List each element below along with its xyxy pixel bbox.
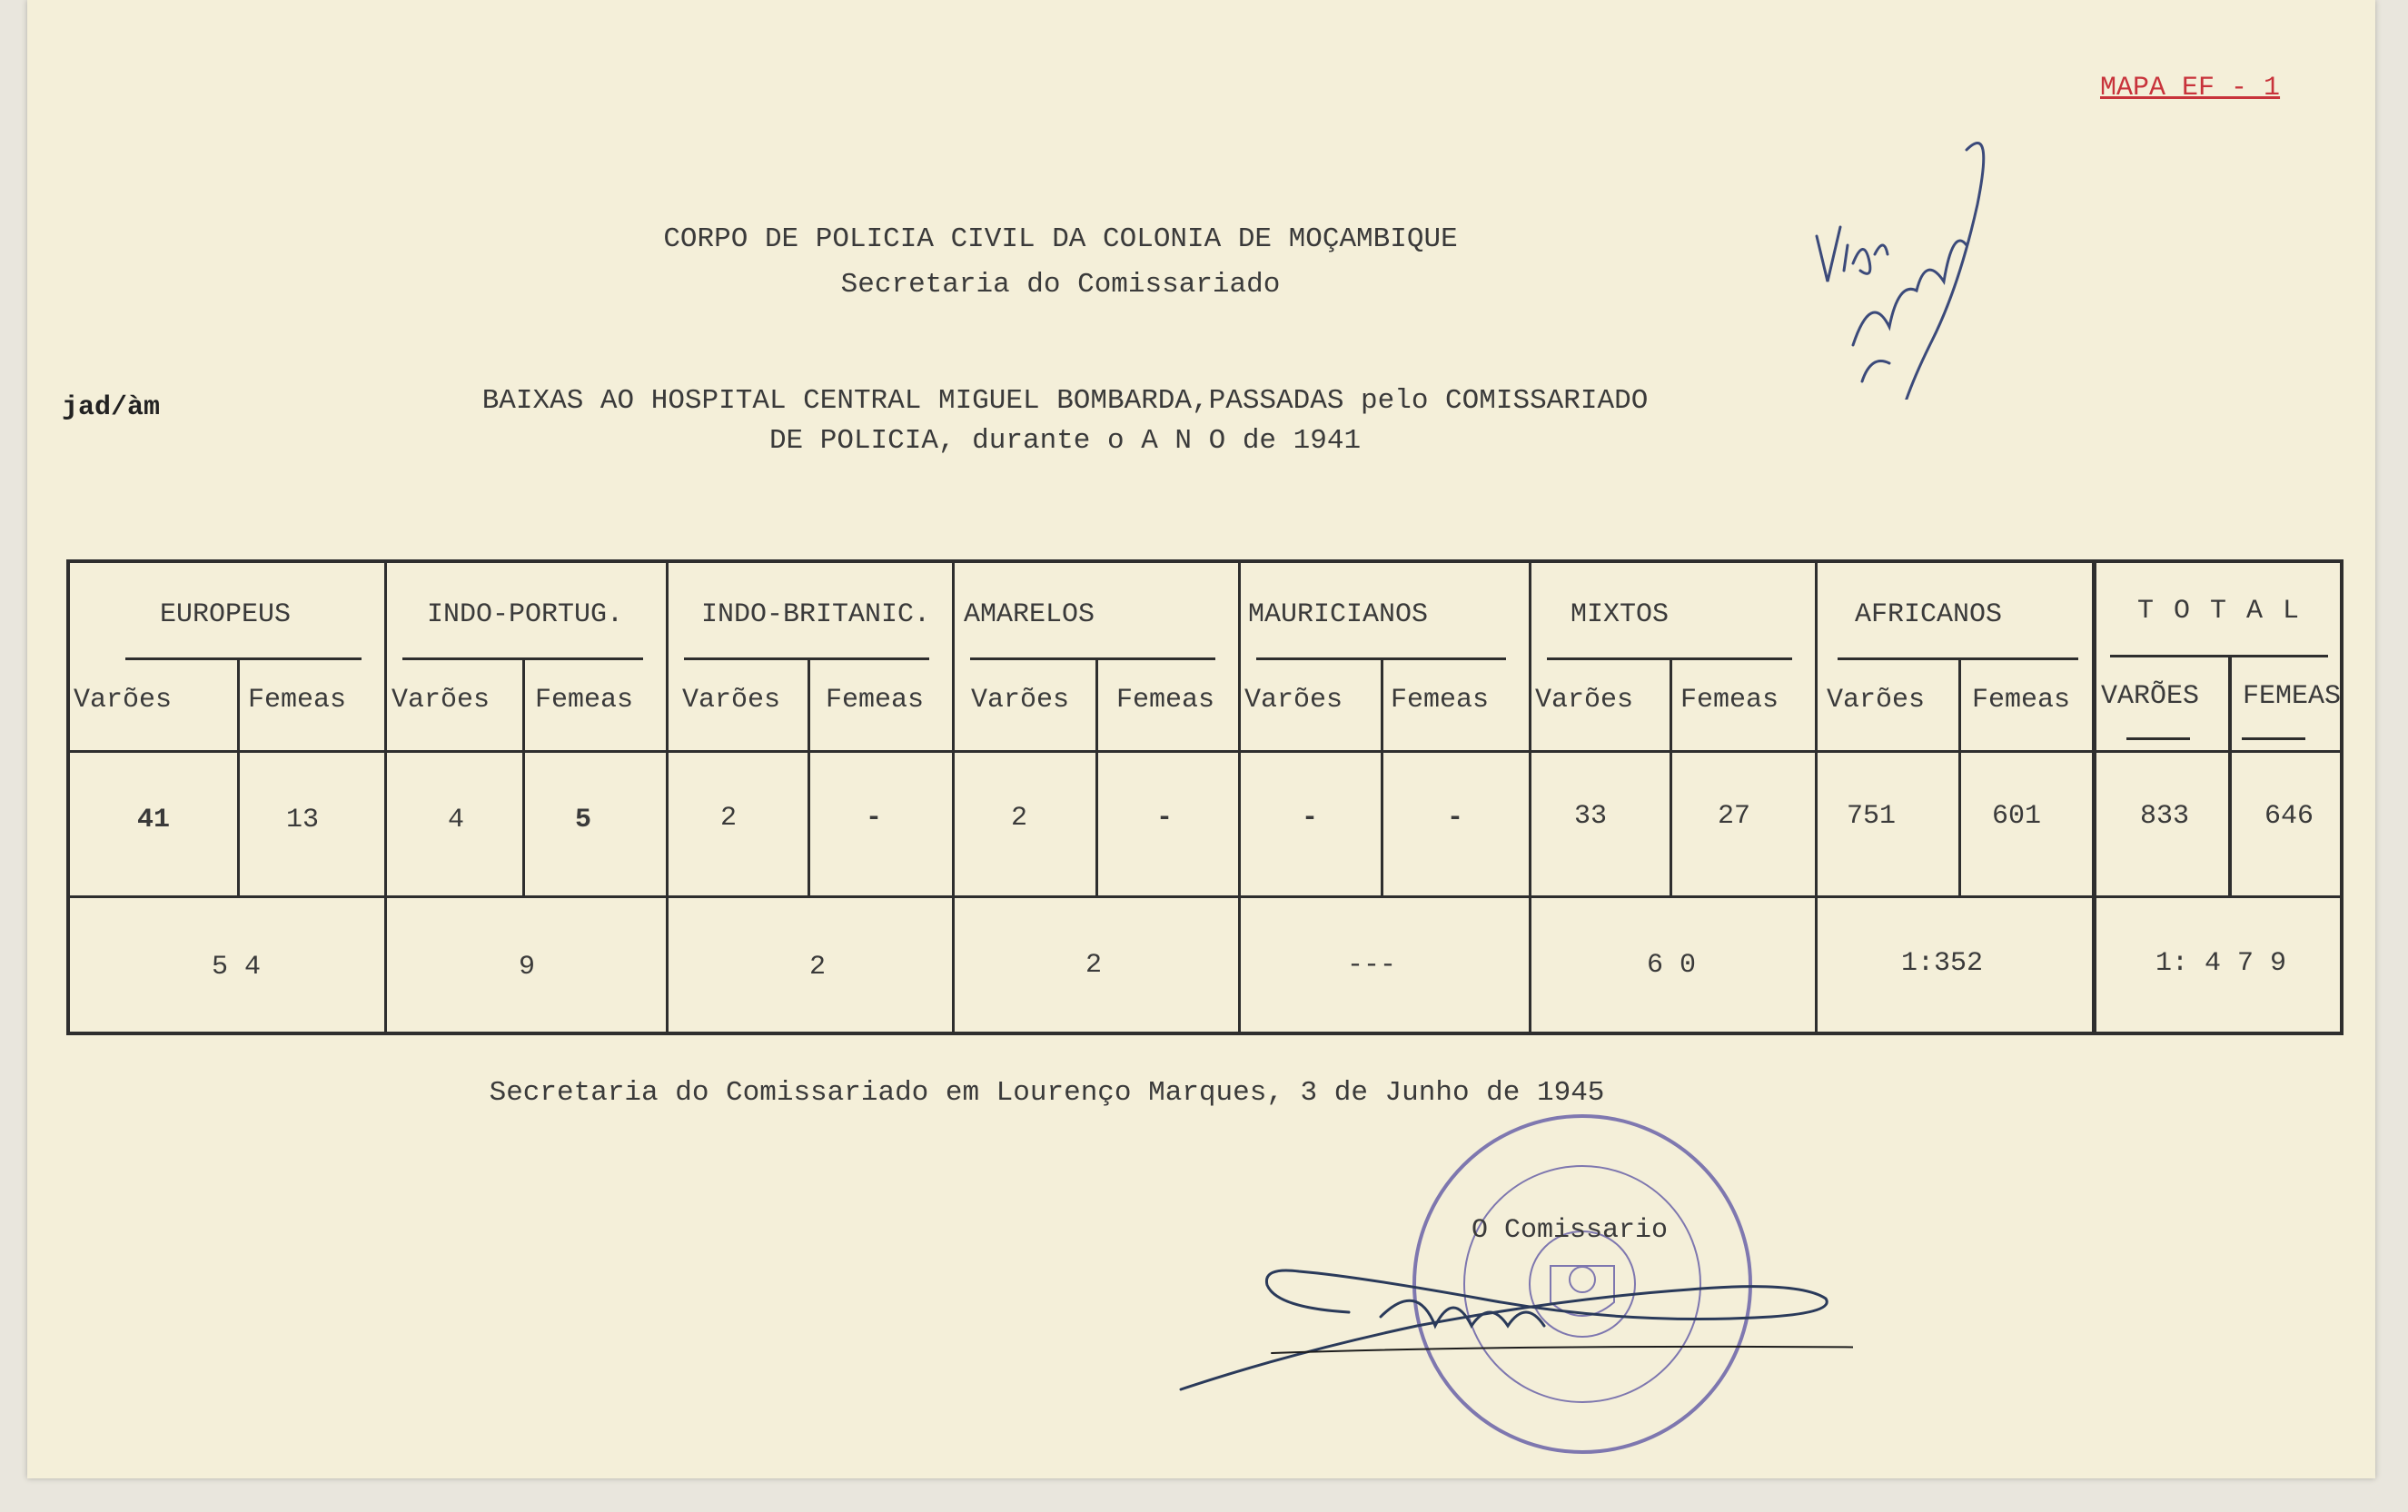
sub-header-female: Femeas [1972,685,2071,716]
table-border-top [66,559,2344,563]
report-title-line2: DE POLICIA, durante o A N O de 1941 [768,425,1362,457]
sub-header-female: Femeas [248,685,347,716]
handwritten-visto-note [1808,109,2007,400]
group-label-amarelos: AMARELOS [963,599,1095,630]
total-europeus: 5 4 [212,952,262,983]
group-label-indo-portug: INDO-PORTUG. [426,599,624,630]
sub-header-female: Femeas [1116,685,1215,716]
value-total-male: 833 [2140,801,2190,832]
value-amarelos-male: 2 [1011,803,1028,834]
handwritten-signature [1163,1217,1853,1417]
sub-header-male: Varões [74,685,173,716]
value-africanos-female: 601 [1992,801,2042,832]
sub-header-male: Varões [682,685,781,716]
totals-separator [66,895,2344,898]
sub-header-male: Varões [971,685,1070,716]
group-label-total: T O T A L [2136,596,2302,627]
sub-header-female: Femeas [535,685,634,716]
group-label-africanos: AFRICANOS [1854,599,2003,630]
value-mixtos-female: 27 [1718,801,1751,832]
value-mixtos-male: 33 [1574,801,1608,832]
value-amarelos-female: - [1156,803,1174,834]
signatory-title: O Comissario [1472,1215,1669,1246]
total-amarelos: 2 [1085,950,1103,981]
sub-header-male-total: VARÕES [2101,681,2200,712]
org-subtitle: Secretaria do Comissariado [840,269,1281,301]
value-indo-portug-female: 5 [575,805,592,835]
sub-header-male: Varões [1535,685,1634,716]
report-title-line1: BAIXAS AO HOSPITAL CENTRAL MIGUEL BOMBARDA,PASSADAS pelo COMISSARIADO [481,385,1649,417]
group-label-indo-britanic: INDO-BRITANIC. [700,599,931,630]
value-africanos-male: 751 [1847,801,1897,832]
total-indo-britanic: 2 [809,952,827,983]
total-mixtos: 6 0 [1647,950,1697,981]
group-label-mauricianos: MAURICIANOS [1247,599,1429,630]
sub-header-male: Varões [1827,685,1926,716]
value-indo-portug-male: 4 [448,805,465,835]
group-label-europeus: EUROPEUS [159,599,292,630]
total-indo-portug: 9 [519,952,536,983]
sub-header-male: Varões [1244,685,1343,716]
sub-header-female: Femeas [826,685,925,716]
value-mauricianos-male: - [1302,803,1319,834]
org-title: CORPO DE POLICIA CIVIL DA COLONIA DE MOÇAMBIQUE [663,223,1458,255]
value-total-female: 646 [2264,801,2314,832]
value-indo-britanic-male: 2 [720,803,738,834]
total-grand: 1: 4 7 9 [2155,948,2287,979]
table-border-bottom [66,1032,2344,1035]
total-africanos: 1:352 [1901,948,1984,979]
table-border-right [2340,559,2344,1035]
value-mauricianos-female: - [1447,803,1464,834]
header-separator [66,750,2344,753]
sub-header-male: Varões [391,685,491,716]
map-code: MAPA EF - 1 [2100,73,2281,104]
statistics-table [66,559,2344,1035]
value-indo-britanic-female: - [866,803,883,834]
sub-header-female: Femeas [1391,685,1490,716]
total-mauricianos: --- [1347,950,1397,981]
sub-header-female: Femeas [1680,685,1779,716]
document-sheet [27,0,2375,1478]
sub-header-female-total: FEMEAS [2243,681,2342,712]
reference-code: jad/àm [62,392,161,423]
place-and-date: Secretaria do Comissariado em Lourenço Marques, 3 de Junho de 1945 [489,1077,1605,1109]
value-europeus-male: 41 [137,805,171,835]
value-europeus-female: 13 [286,805,320,835]
table-border-left [66,559,70,1035]
group-label-mixtos: MIXTOS [1570,599,1670,630]
